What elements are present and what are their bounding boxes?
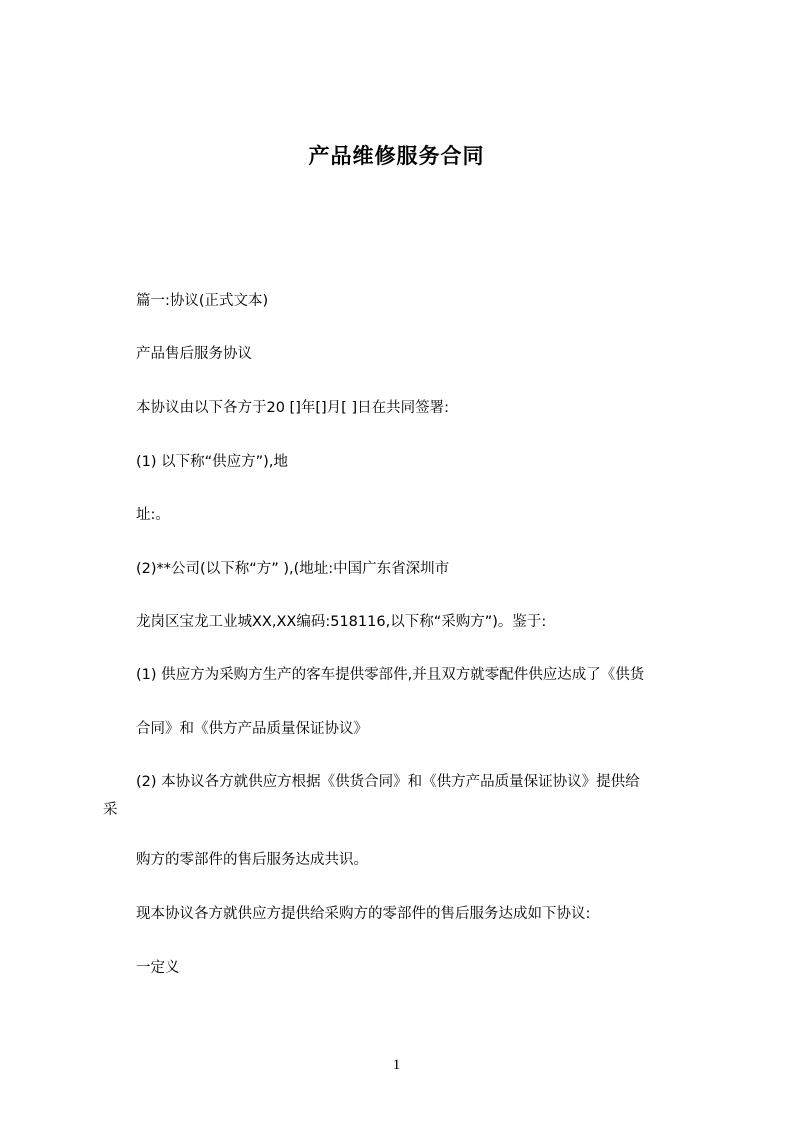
paragraph-line: 合同》和《供方产品质量保证协议》 [136,721,368,737]
page-number: 1 [392,1057,401,1073]
paragraph-line: 现本协议各方就供应方提供给采购方的零部件的售后服务达成如下协议: [136,906,591,922]
paragraph-line: 本协议由以下各方于20 []年[]月[ ]日在共同签署: [136,400,449,416]
paragraph-line: (1) 以下称“供应方”),地 [136,454,288,470]
paragraph-line: (2)**公司(以下称“方” ),(地址:中国广东省深圳市 [136,561,450,577]
paragraph-line: (2) 本协议各方就供应方根据《供货合同》和《供方产品质量保证协议》提供给 [136,774,640,790]
agreement-name: 产品售后服务协议 [136,346,252,362]
document-title: 产品维修服务合同 [308,144,485,168]
paragraph-line-wrapped: 采 [103,802,118,818]
paragraph-line: (1) 供应方为采购方生产的客车提供零部件,并且双方就零配件供应达成了《供货 [136,667,645,683]
section-heading: 篇一:协议(正式文本) [136,293,269,309]
paragraph-line: 购方的零部件的售后服务达成共识。 [136,852,368,868]
paragraph-line: 址:。 [136,507,170,523]
paragraph-line: 龙岗区宝龙工业城XX,XX编码:518116,以下称“采购方”)。鉴于: [136,614,547,630]
section-heading: 一定义 [136,960,180,976]
